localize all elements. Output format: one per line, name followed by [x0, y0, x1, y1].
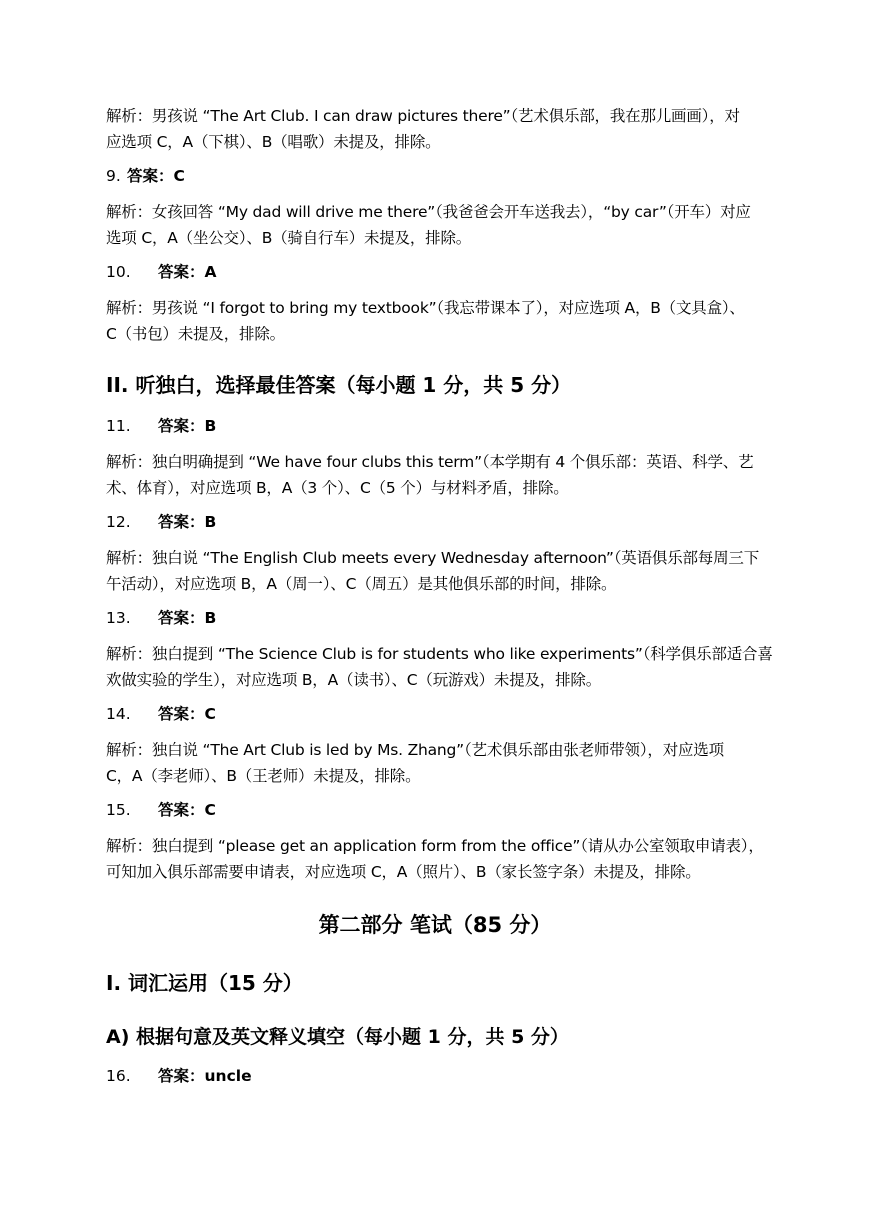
answer-value: B	[204, 609, 217, 627]
explanation-line: 应选项 C，A（下棋）、B（唱歌）未提及，排除。	[106, 133, 441, 151]
explanation-line: C（书包）未提及，排除。	[106, 325, 285, 343]
explanation-line: 解析：女孩回答 “My dad will drive me there”（我爸爸会开车送我去），“by car”（开车）对应	[106, 203, 751, 221]
explanation-line: C，A（李老师）、B（王老师）未提及，排除。	[106, 767, 421, 785]
answer	[158, 608, 216, 628]
question-number: 13.	[106, 609, 131, 627]
answer	[158, 262, 217, 282]
question-number: 9.	[106, 167, 121, 185]
explanation-line: 解析：独白提到 “please get an application form from the office”（请从办公室领取申请表），	[106, 837, 764, 855]
explanation-line: 解析：男孩说 “I forgot to bring my textbook”（我忘带课本了），对应选项 A，B（文具盒）、	[106, 299, 745, 317]
answer-label: 答案：	[158, 801, 205, 819]
answer-label: 答案：	[158, 417, 205, 435]
part-title: 第二部分 笔试（85 分）	[318, 913, 552, 937]
answer-value: B	[204, 513, 217, 531]
question-number: 12.	[106, 513, 131, 531]
answer	[158, 512, 216, 532]
explanation-line: 午活动），对应选项 B，A（周一）、C（周五）是其他俱乐部的时间，排除。	[106, 575, 617, 593]
answer-value: uncle	[204, 1067, 252, 1085]
explanation-line: 解析：男孩说 “The Art Club. I can draw pictures there”（艺术俱乐部，我在那儿画画），对	[106, 107, 740, 125]
section-heading: I. 词汇运用（15 分）	[106, 971, 303, 995]
answer-label: 答案：	[158, 609, 205, 627]
question-number: 14.	[106, 705, 131, 723]
section-heading: II. 听独白，选择最佳答案（每小题 1 分，共 5 分）	[106, 373, 572, 397]
answer-value: B	[204, 417, 217, 435]
answer	[158, 704, 216, 724]
subsection-heading: A) 根据句意及英文释义填空（每小题 1 分，共 5 分）	[106, 1026, 569, 1048]
answer-value: A	[204, 263, 217, 281]
explanation-line: 解析：独白提到 “The Science Club is for students who like experiments”（科学俱乐部适合喜	[106, 645, 773, 663]
question-number: 15.	[106, 801, 131, 819]
explanation-line: 解析：独白说 “The English Club meets every Wednesday afternoon”（英语俱乐部每周三下	[106, 549, 760, 567]
question-number: 11.	[106, 417, 131, 435]
answer	[158, 416, 216, 436]
answer-label: 答案：	[158, 1067, 205, 1085]
explanation-line: 术、体育），对应选项 B，A（3 个）、C（5 个）与材料矛盾，排除。	[106, 479, 569, 497]
answer-value: C	[173, 167, 185, 185]
answer-value: C	[204, 705, 216, 723]
question-number: 16.	[106, 1067, 131, 1085]
answer-label: 答案：	[158, 705, 205, 723]
explanation-line: 欢做实验的学生），对应选项 B，A（读书）、C（玩游戏）未提及，排除。	[106, 671, 601, 689]
answer	[158, 1066, 252, 1086]
explanation-line: 可知加入俱乐部需要申请表，对应选项 C，A（照片）、B（家长签字条）未提及，排除。	[106, 863, 701, 881]
answer-label: 答案：	[158, 263, 205, 281]
answer	[127, 166, 185, 186]
question-number: 10.	[106, 263, 131, 281]
answer-value: C	[204, 801, 216, 819]
answer-label: 答案：	[158, 513, 205, 531]
explanation-line: 选项 C，A（坐公交）、B（骑自行车）未提及，排除。	[106, 229, 472, 247]
explanation-line: 解析：独白说 “The Art Club is led by Ms. Zhang”（艺术俱乐部由张老师带领），对应选项	[106, 741, 724, 759]
answer-label: 答案：	[127, 167, 174, 185]
answer	[158, 800, 216, 820]
explanation-line: 解析：独白明确提到 “We have four clubs this term”（本学期有 4 个俱乐部：英语、科学、艺	[106, 453, 754, 471]
